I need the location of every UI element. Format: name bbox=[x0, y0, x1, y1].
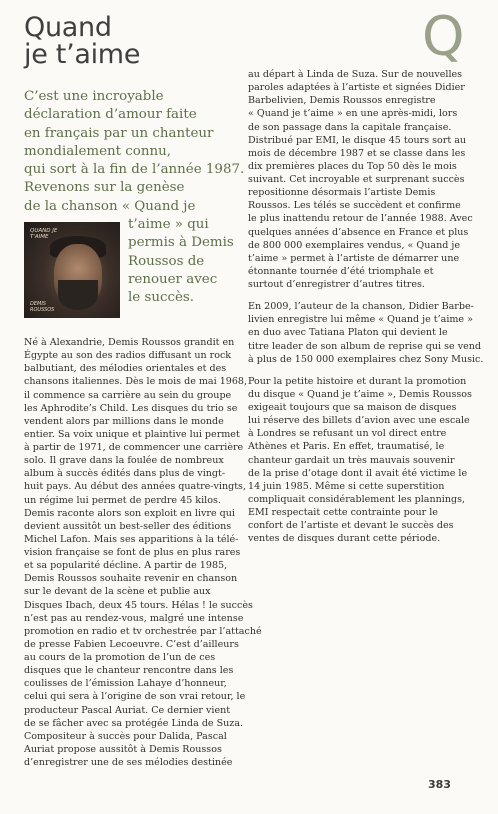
body-line: de la prise d’otage dont il avait été victime le bbox=[248, 467, 468, 479]
body-line: Compositeur à succès pour Dalida, Pascal bbox=[24, 730, 227, 742]
paragraph-gap bbox=[248, 291, 462, 300]
decorative-initial-q: Q bbox=[422, 5, 465, 68]
body-line: au départ à Linda de Suza. Sur de nouvelles bbox=[248, 69, 463, 80]
body-line: à plus de 150 000 exemplaires chez Sony Music. bbox=[248, 353, 484, 365]
body-line: il commence sa carrière au sein du groupe bbox=[24, 389, 232, 401]
body-line: confort de l’artiste et devant le succès des bbox=[248, 520, 454, 532]
body-line: au cours de la promotion de l’un de ces bbox=[24, 652, 216, 663]
body-line: suivant. Cet incroyable et surprenant succès bbox=[248, 174, 465, 185]
body-line: chansons italiennes. Dès le mois de mai 1968, bbox=[24, 376, 248, 388]
body-line: de presse Fabien Lecoeuvre. C’est d’ailleurs bbox=[24, 638, 239, 650]
body-line: Michel Lafon. Mais ses apparitions à la télé- bbox=[24, 533, 239, 545]
body-line: et sa popularité décline. A partir de 1985, bbox=[24, 560, 228, 572]
body-line: lui réserve des billets d’avion avec une escale bbox=[248, 415, 470, 427]
body-line: t’aime » permet à l’artiste de démarrer une bbox=[248, 252, 460, 264]
body-line: paroles adaptées à l’artiste et signées Didier bbox=[248, 82, 465, 94]
body-line: « Quand je t’aime » en une après-midi, lors bbox=[248, 108, 458, 120]
body-line: de 800 000 exemplaires vendus, « Quand je bbox=[248, 239, 460, 251]
body-line: le plus inattendu retour de l’année 1988. Avec bbox=[248, 213, 473, 225]
body-line: les Aphrodite’s Child. Les disques du trio se bbox=[24, 402, 238, 414]
body-line: entier. Sa voix unique et plaintive lui permet bbox=[24, 428, 240, 440]
body-line: vendent alors par millions dans le monde bbox=[24, 415, 224, 427]
body-line: du disque « Quand je t’aime », Demis Roussos bbox=[248, 388, 472, 400]
lead-line: C’est une incroyable bbox=[24, 89, 164, 104]
body-line: compliquait considérablement les plannings, bbox=[248, 493, 466, 505]
body-line: disques que le chanteur rencontre dans les bbox=[24, 665, 234, 677]
body-line: Distribué par EMI, le disque 45 tours sort au bbox=[248, 134, 467, 146]
body-line: solo. Il grave dans la foulée de nombreux bbox=[24, 455, 224, 467]
body-line: dix premières places du Top 50 dès le mois bbox=[248, 160, 457, 172]
lead-line: renouer avec bbox=[128, 271, 218, 287]
title-line-2: je t’aime bbox=[24, 39, 141, 70]
body-column-1 bbox=[24, 336, 262, 769]
body-line: en duo avec Tatiana Platon qui devient le bbox=[248, 327, 448, 339]
body-line: Demis raconte alors son exploit en livre qui bbox=[24, 507, 235, 519]
body-line: En 2009, l’auteur de la chanson, Didier Barbe- bbox=[248, 301, 474, 313]
cover-title: QUAND JE T'AIME bbox=[30, 228, 58, 240]
body-line: surtout d’enregistrer d’autres titres. bbox=[248, 279, 425, 290]
body-line: Égypte au son des radios diffusant un rock bbox=[24, 350, 232, 362]
body-line: un régime lui permet de perdre 45 kilos. bbox=[24, 494, 221, 506]
body-line: balbutiant, des mélodies orientales et des bbox=[24, 363, 227, 375]
body-line: repositionne désormais l’artiste Demis bbox=[248, 187, 436, 199]
body-line: coulisses de l’émission Lahaye d’honneur, bbox=[24, 678, 227, 690]
body-line: celui qui sera à l’origine de son vrai retour, le bbox=[24, 691, 246, 703]
lead-line: Roussos de bbox=[128, 253, 205, 269]
body-line: mois de décembre 1987 et se classe dans les bbox=[248, 147, 466, 159]
lead-line: déclaration d’amour faite bbox=[24, 107, 197, 123]
body-line: Athènes et Paris. En effet, traumatisé, le bbox=[248, 441, 445, 453]
title-line-1: Quand bbox=[24, 12, 112, 43]
body-line: EMI respectait cette contrainte pour le bbox=[248, 507, 438, 518]
body-line: d’enregistrer une de ses mélodies destinée bbox=[24, 757, 233, 768]
body-line: de se fâcher avec sa protégée Linda de Suza. bbox=[24, 717, 244, 729]
body-line: promotion en radio et tv orchestrée par l’attaché bbox=[24, 625, 262, 637]
body-line: Barbelivien, Demis Roussos enregistre bbox=[248, 95, 436, 107]
paragraph-gap bbox=[248, 366, 462, 375]
body-line: à Londres se refusant un vol direct entre bbox=[248, 428, 447, 440]
body-line: titre leader de son album de reprise qui se vend bbox=[248, 340, 482, 352]
body-line: étonnante tournée d’été triomphale et bbox=[248, 265, 434, 277]
lead-line: Revenons sur la genèse bbox=[24, 180, 185, 196]
album-cover-image bbox=[24, 222, 120, 318]
lead-line: mondialement connu, bbox=[24, 143, 172, 159]
body-column-2 bbox=[248, 68, 484, 545]
body-line: sur le devant de la scène et publie aux bbox=[24, 586, 211, 598]
body-line: de son passage dans la capitale française. bbox=[248, 121, 452, 133]
body-line: exigeait toujours que sa maison de disques bbox=[248, 402, 457, 413]
body-line: Né à Alexandrie, Demis Roussos grandit en bbox=[24, 337, 235, 348]
body-line: à partir de 1971, de commencer une carrière bbox=[24, 442, 244, 453]
body-line: Pour la petite histoire et durant la promotion bbox=[248, 375, 467, 387]
lead-line: permis à Demis bbox=[128, 235, 234, 251]
body-line: 14 juin 1985. Même si cette superstition bbox=[248, 480, 445, 492]
body-line: chanteur gardait un très mauvais souvenir bbox=[248, 454, 455, 466]
body-line: livien enregistre lui même « Quand je t’aime » bbox=[248, 314, 473, 326]
article-title bbox=[24, 14, 224, 68]
body-line: huit pays. Au début des années quatre-vingts, bbox=[24, 481, 246, 493]
lead-line: de la chanson « Quand je bbox=[24, 198, 196, 214]
body-line: Demis Roussos souhaite revenir en chanson bbox=[24, 573, 238, 585]
cover-beard bbox=[58, 280, 98, 310]
body-line: devient aussitôt un best-seller des éditions bbox=[24, 520, 232, 532]
body-line: Roussos. Les télés se succèdent et confirme bbox=[248, 200, 461, 212]
body-line: vision française se font de plus en plus rares bbox=[24, 547, 241, 558]
lead-line: en français par un chanteur bbox=[24, 125, 214, 141]
lead-line: t’aime » qui bbox=[128, 217, 209, 233]
body-line: quelques années d’absence en France et plus bbox=[248, 226, 469, 238]
body-line: Disques Ibach, deux 45 tours. Hélas ! le succès bbox=[24, 599, 253, 611]
lead-line: le succès. bbox=[128, 290, 195, 306]
body-line: album à succès édités dans plus de vingt- bbox=[24, 468, 226, 480]
body-line: Auriat propose aussitôt à Demis Roussos bbox=[24, 743, 222, 755]
page-number: 383 bbox=[428, 778, 451, 791]
cover-artist: DEMIS ROUSSOS bbox=[30, 301, 55, 313]
body-line: n’est pas au rendez-vous, malgré une intense bbox=[24, 612, 244, 624]
body-line: producteur Pascal Auriat. Ce dernier vient bbox=[24, 704, 231, 716]
lead-line: qui sort à la fin de l’année 1987. bbox=[24, 162, 245, 178]
body-line: ventes de disques durant cette période. bbox=[248, 533, 441, 545]
